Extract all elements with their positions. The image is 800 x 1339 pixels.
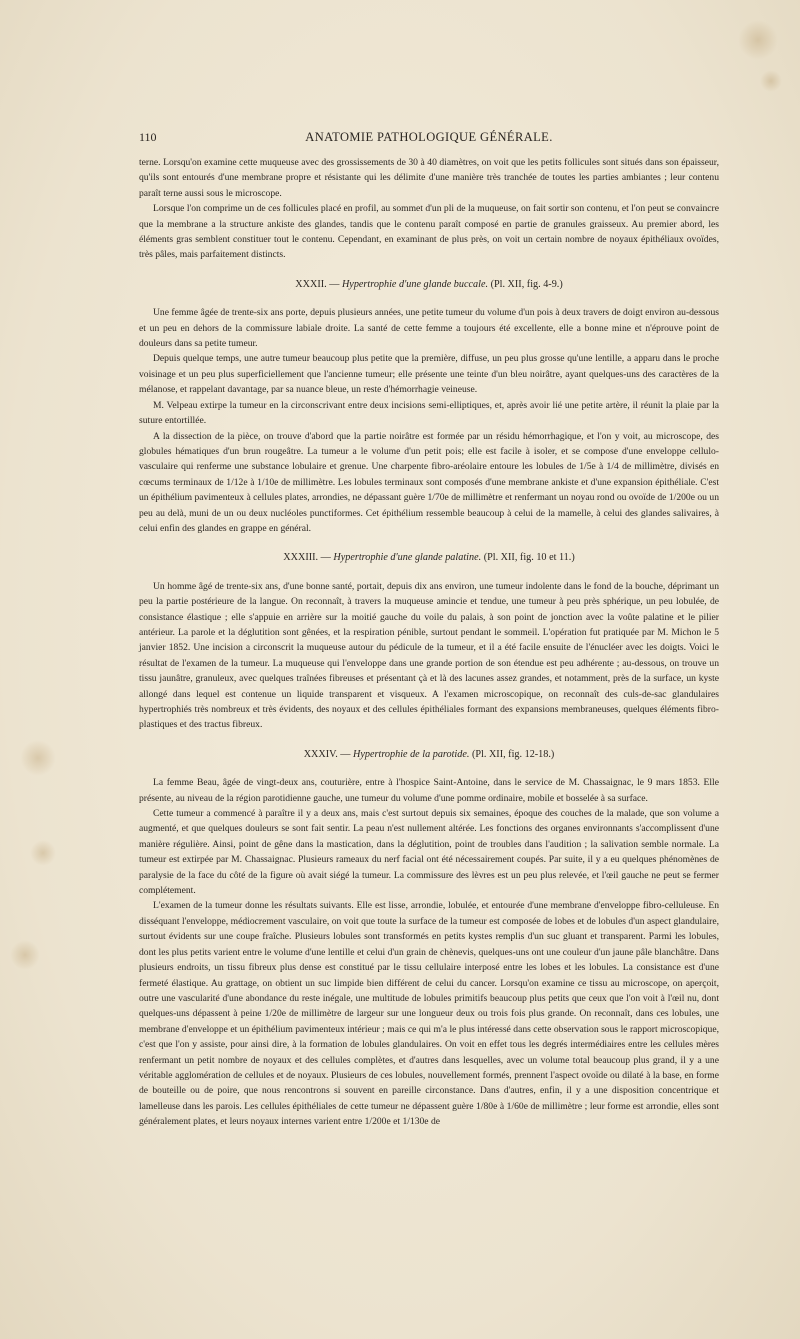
paragraph: L'examen de la tumeur donne les résultats suivants. Elle est lisse, arrondie, lobulée, et entourée d'une membrane d'enveloppe fibro-celluleuse. En disséquant l'enveloppe, médiocrement vasculaire, on voit que toute la surface de la tumeur est composée de lobes et de lobules d'un aspect glandulaire, surtout évidents sur une coupe fraîche. Plusieurs lobules sont transformés en petits kystes remplis d'un suc gluant et transparent. Parmi les lobules, dont les plus petits varient entre le volume d'une lentille et celui d'un grain de chènevis, quelques-uns ont une couleur d'un jaune pâle blanchâtre. Dans plusieurs endroits, un tissu fibreux plus dense est constitué par le tissu cellulaire interposé entre les lobes et les lobules. La consistance est d'une fermeté élastique. Au grattage, on obtient un suc limpide bien différent de celui du cancer. Lorsqu'on examine ce tissu au microscope, on aperçoit, outre une vascularité d'une abondance du reste inégale, une multitude de lobules primitifs beaucoup plus petits que ceux que l'on voit à l'œil nu, dont quelques-uns dépassent à peine 1/20e de millimètre de largeur sur une longueur deux ou trois fois plus grande. On reconnaît, dans ces lobules, une membrane d'enveloppe et un épithélium pavimenteux intérieur ; mais ce qui m'a le plus intéressé dans cette observation sous le rapport microscopique, c'est que l'on y assiste, pour ainsi dire, à la formation de lobules glandulaires. On voit en effet tous les degrés intermédiaires entre les cellules mères renfermant un petit nombre de noyaux et des cellules complètes, et d'autres dans lesquelles, avec un volume total beaucoup plus grand, il y a une véritable agglomération de cellules et de noyaux. Plusieurs de ces lobules, nouvellement formés, prennent l'aspect ovoïde ou dilaté à la base, en forme de bouteille ou de poire, que nous rencontrons si souvent en pareille circonstance. Dans d'autres, enfin, il y a une disposition concentrique et lamelleuse dans les parois. Les cellules épithéliales de cette tumeur ne dépassent guère 1/80e à 1/60e de millimètre ; leur forme est arrondie, elles sont généralement plates, et leurs noyaux internes varient entre 1/200e et 1/130e de [139,900,719,1128]
plate-reference: (Pl. XII, fig. 4-9.) [490,278,563,290]
paragraph: M. Velpeau extirpe la tumeur en la circonscrivant entre deux incisions semi-elliptiques, et, après avoir lié une petite artère, il réunit la plaie par la suture entortillée. [139,399,719,427]
page-body [139,155,719,1130]
case-heading-34 [139,747,719,762]
paragraph: terne. Lorsqu'on examine cette muqueuse avec des grossissements de 30 à 40 diamètres, on voit que les petits follicules sont situés dans son épaisseur, qu'ils sont entourés d'une membrane propre et résistante qui les délimite d'une manière très tranchée de toutes les parties ambiantes ; leur contenu paraît terne aussi sous le microscope. [139,157,719,199]
case-title: Hypertrophie d'une glande buccale. [341,278,489,290]
case-number: XXXII. — [295,278,340,290]
page-header [139,130,719,150]
plate-reference: (Pl. XII, fig. 10 et 11.) [483,552,575,564]
page-number: 110 [139,130,157,144]
paragraph: La femme Beau, âgée de vingt-deux ans, couturière, entre à l'hospice Saint-Antoine, dans le service de M. Chassaignac, le 9 mars 1853. Elle présente, au niveau de la région parotidienne gauche, une tumeur du volume d'une pomme ordinaire, mobile et bosselée à sa surface. [139,777,719,804]
case-number: XXXIII. — [283,552,331,564]
running-title: ANATOMIE PATHOLOGIQUE GÉNÉRALE. [305,130,553,144]
case-heading-33 [139,550,719,565]
case-number: XXXIV. — [303,748,351,760]
paragraph: A la dissection de la pièce, on trouve d'abord que la partie noirâtre est formée par un résidu hémorrhagique, et l'on y voit, au microscope, des globules hématiques d'un brun rougeâtre. La tumeur a le volume d'un petit pois; elle est facile à isoler, et se compose d'une enveloppe cellulo-vasculaire qui renferme une substance lobulaire et grenue. Une charpente fibro-aréolaire entoure les lobules de 1/5e à 1/4 de millimètre, divisés en cœcums terminaux de 1/12e à 1/10e de millimètre. Les lobules terminaux sont composés d'une membrane ankiste et d'une expansion épithéliale. C'est un épithélium pavimenteux à cellules plates, arrondies, ne dépassant guère 1/70e de millimètre et renfermant un noyau rond ou ovoïde de 1/200e ou un peu au delà, muni de un ou deux nucléoles punctiformes. Cet épithélium ressemble beaucoup à celui de la mamelle, à celui des glandes salivaires, à celui enfin des glandes en grappe en général. [139,430,719,534]
paragraph: Lorsque l'on comprime un de ces follicules placé en profil, au sommet d'un pli de la muqueuse, on fait sortir son contenu, et l'on peut se convaincre que la membrane a la structure ankiste des glandes, tandis que le contenu paraît composé en partie de granules graisseux. Au premier abord, les éléments gras semblent constituer tout le contenu. Cependant, en examinant de plus près, on voit un certain nombre de noyaux épithéliaux ovoïdes, très pâles, mais parfaitement distincts. [139,203,719,261]
page-stain [20,740,56,776]
paragraph: Depuis quelque temps, une autre tumeur beaucoup plus petite que la première, diffuse, un peu plus grosse qu'une lentille, a apparu dans le proche voisinage et un peu plus superficiellement que l'ancienne tumeur; elle présente une teinte d'un bleu noirâtre, ayant quelques-uns des caractères de la mélanose, et rappelant davantage, par sa nuance bleue, un reste d'hémorrhagie veineuse. [139,353,719,396]
page-stain [760,70,782,92]
case-heading-32 [139,277,719,292]
paragraph: Une femme âgée de trente-six ans porte, depuis plusieurs années, une petite tumeur du volume d'un pois à deux travers de doigt environ au-dessous et un peu en dehors de la commissure labiale droite. La santé de cette femme a toujours été excellente, elle a bonne mine et n'éprouve point de douleurs dans sa petite tumeur. [139,307,719,350]
page-stain [30,840,56,866]
paragraph: Cette tumeur a commencé à paraître il y a deux ans, mais c'est surtout depuis six semaines, époque des couches de la malade, que son volume a augmenté, et que quelques douleurs se sont fait sentir. La peau n'est nullement altérée. Les fonctions des organes environnants s'accomplissent d'une manière régulière. Ainsi, point de gêne dans la mastication, dans la déglutition, point de troubles dans l'audition ; la salivation semble normale. La tumeur est extirpée par M. Chassaignac. Plusieurs rameaux du nerf facial ont été nécessairement coupés. Par suite, il y a eu quelques phénomènes de paralysie de la face du côté de la figure où avait siégé la tumeur. La commissure des lèvres est un peu plus relevée, et l'œil gauche ne peut se fermer complétement. [139,808,719,897]
case-title: Hypertrophie de la parotide. [353,748,470,760]
paragraph: Un homme âgé de trente-six ans, d'une bonne santé, portait, depuis dix ans environ, une tumeur indolente dans le fond de la bouche, déprimant un peu la partie postérieure de la langue. On reconnaît, à travers la muqueuse amincie et tendue, une tumeur à peu près sphérique, un peu lobulée, de consistance élastique ; elle s'appuie en arrière sur la moitié gauche du voile du palais, à son point de jonction avec la voûte palatine et le pilier antérieur. La parole et la déglutition sont gênées, et la respiration pénible, surtout pendant le sommeil. L'opération fut pratiquée par M. Michon le 5 janvier 1852. Une incision a circonscrit la muqueuse autour du pédicule de la tumeur, et il a été facile ensuite de l'énucléer avec les doigts. Voici le résultat de l'examen de la tumeur. La muqueuse qui l'enveloppe dans une grande portion de son étendue est peu adhérente ; au-dessous, on trouve un tissu jaunâtre, granuleux, avec quelques traînées fibreuses et présentant çà et là des lacunes assez grandes, et notamment, près de la surface, un kyste allongé dans lequel est contenue un liquide transparent et visqueux. A l'examen microscopique, on reconnaît des culs-de-sac glandulaires hypertrophiés très nombreux et très évidents, des noyaux et des cellules épithéliales formant des expansions membraneuses, quelques éléments fibro-plastiques et des tractus fibreux. [139,580,719,731]
plate-reference: (Pl. XII, fig. 12-18.) [471,748,555,760]
page-stain [10,940,40,970]
page-stain [738,20,778,60]
case-title: Hypertrophie d'une glande palatine. [333,552,482,564]
